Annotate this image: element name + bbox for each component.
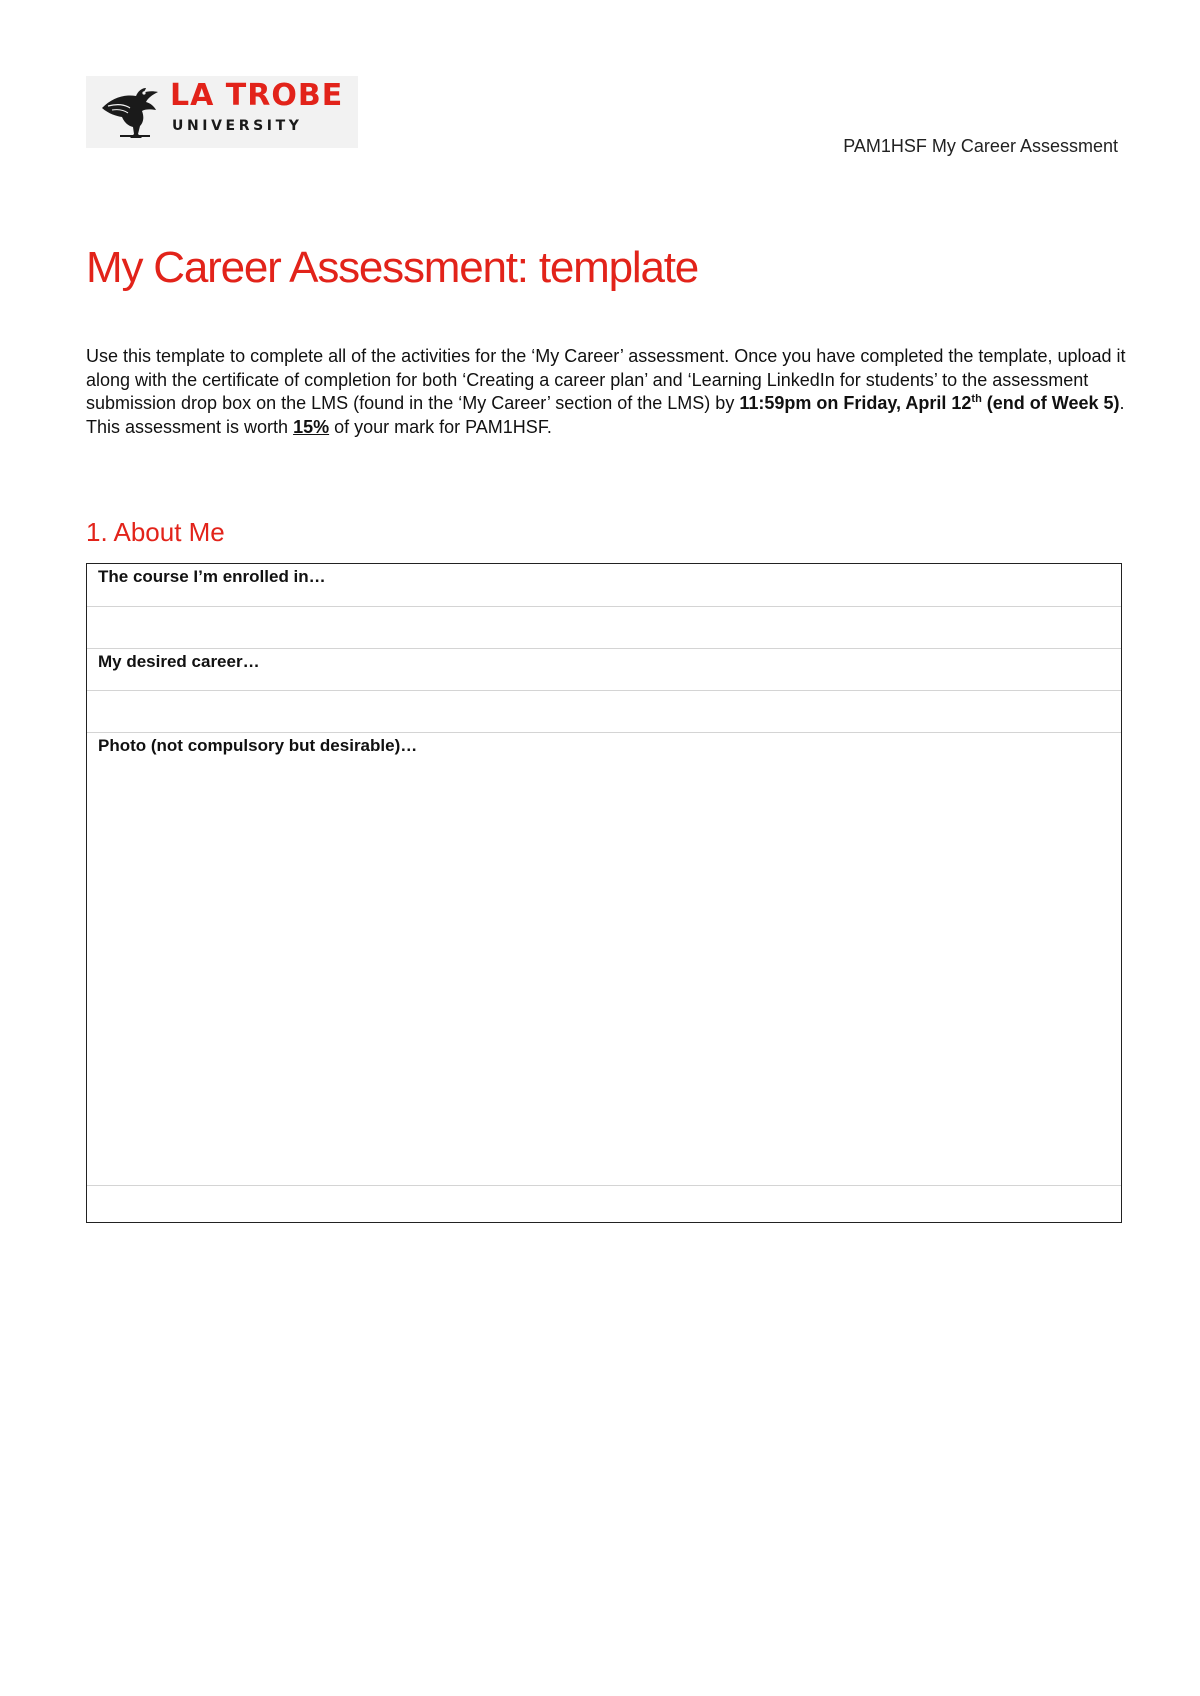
desired-career-answer-field[interactable] [87, 690, 1121, 732]
intro-text-3: of your mark for PAM1HSF. [329, 416, 552, 437]
table-row-course-label [87, 564, 1121, 606]
document-title: My Career Assessment: template [86, 243, 699, 292]
intro-paragraph [86, 345, 1126, 439]
assessment-weight: 15% [293, 416, 330, 437]
deadline-superscript: th [971, 393, 982, 405]
university-logo [86, 76, 358, 148]
running-header: PAM1HSF My Career Assessment [843, 136, 1118, 156]
photo-label: Photo (not compulsory but desirable)… [98, 736, 418, 755]
course-label: The course I’m enrolled in… [98, 567, 326, 586]
table-row-career-label [87, 648, 1121, 690]
logo-wordmark: LA TROBE [170, 78, 344, 113]
intro-text-1: Use this template to complete all of the activities for the ‘My Career’ assessment. Once you have completed the template, upload it along with the certificate of completion for both ‘Creating a career plan’ and ‘Learning LinkedIn for students’ to the assessment submission drop box on the LMS (found in the ‘My Career’ section of the LMS) by [86, 346, 1126, 413]
course-answer-field[interactable] [87, 606, 1121, 648]
table-row-photo[interactable] [87, 732, 1121, 1185]
deadline-text: 11:59pm on Friday, April 12th (end of Week 5) [739, 393, 1120, 413]
about-me-table [86, 563, 1122, 1223]
desired-career-label: My desired career… [98, 652, 260, 671]
logo-subtitle: UNIVERSITY [172, 118, 303, 134]
intro-text-2: . This assessment is worth [86, 393, 1125, 437]
eagle-emblem-icon [100, 84, 162, 142]
photo-answer-field[interactable] [87, 1185, 1121, 1221]
section-heading-about-me: 1. About Me [86, 517, 225, 547]
